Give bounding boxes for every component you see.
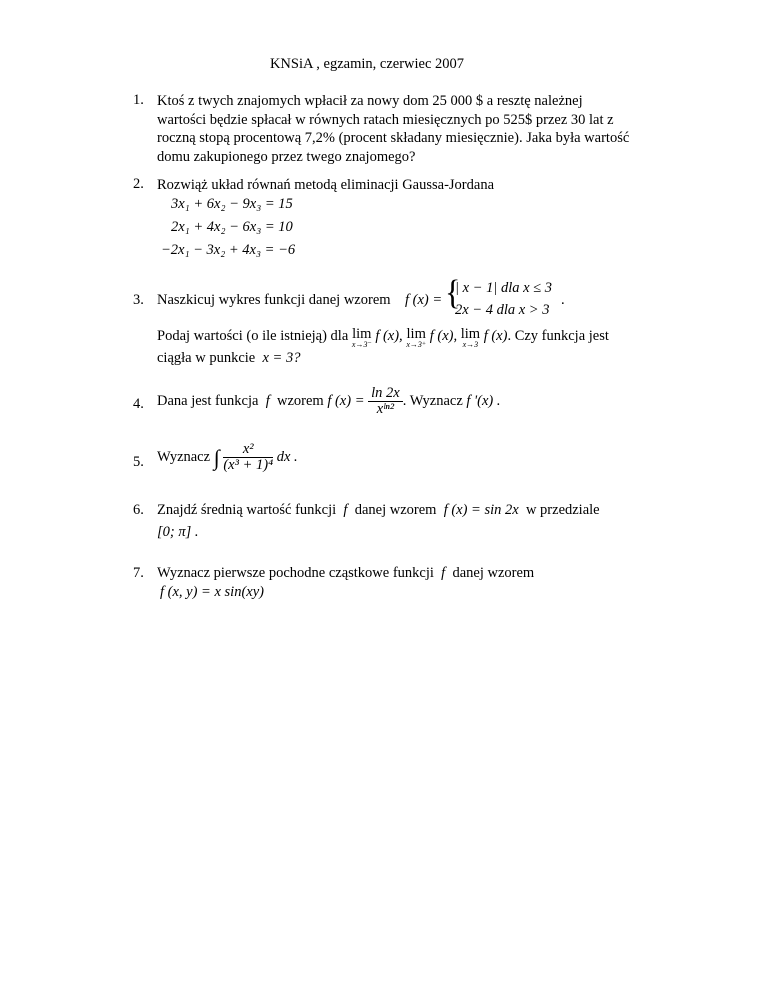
question-text-2: Podaj wartości (o ile istnieją) dla lim x→3⁻ f (x), lim x→3⁺ f (x), lim x→3 f (x). Czy funkcja jest (157, 326, 609, 349)
limit-right: lim x→3⁺ (406, 326, 427, 349)
function-lhs: f (x) = (405, 292, 443, 308)
question-text-3: ciągła w punkcie x = 3? (157, 350, 301, 366)
equation-1: 3x₁ + 6x₂ − 9x₃ = 15 (171, 196, 293, 212)
question-1 (133, 92, 653, 172)
question-text: Znajdź średnią wartość funkcji f danej wzorem f (x) = sin 2x w przedziale (157, 502, 600, 518)
question-text: Ktoś z twych znajomych wpłacił za nowy dom 25 000 $ a resztę należnej wartości będzie spłacał w równych ratach miesięcznych po 525$ przez 30 lat z roczną stopą procentową 7,2% (procent składany miesięcznie). Jaka była wartość domu zakupionego przez twego znajomego? (157, 93, 630, 165)
piecewise-case-2: 2x − 4 dla x > 3 (455, 302, 550, 318)
question-number: 5. (133, 454, 144, 470)
question-6 (133, 502, 653, 546)
question-text: Wyznacz ∫ $\frac{\text{x²}}{\text{(x³ + 1)⁴}}$ dx . (157, 441, 298, 473)
question-2 (133, 176, 653, 266)
question-number: 4. (133, 396, 144, 412)
question-text: Dana jest funkcja f wzorem f (x) = $\frac{\ln 2x}{\text{xˡⁿ²}}$ . Wyznacz f '(x) . (157, 385, 501, 417)
question-number: 2. (133, 176, 144, 192)
limit-left: lim x→3⁻ (351, 326, 372, 349)
equation-3: −2x₁ − 3x₂ + 4x₃ = −6 (161, 242, 296, 258)
question-text: Wyznacz pierwsze pochodne cząstkowe funkcji f danej wzorem (157, 565, 535, 581)
equation-2: 2x₁ + 4x₂ − 6x₃ = 10 (171, 219, 293, 235)
function-formula: f (x, y) = x sin(xy) (160, 584, 264, 600)
question-number: 3. (133, 292, 144, 308)
interval: [0; π] . (157, 524, 199, 540)
question-4 (133, 384, 653, 424)
fraction: $\frac{\text{x²}}{\text{(x³ + 1)⁴}}$ (223, 441, 274, 473)
question-7 (133, 565, 653, 605)
question-text: Naszkicuj wykres funkcji danej wzorem (157, 292, 391, 308)
integral-sign: ∫ (213, 444, 220, 470)
exam-header: KNSiA , egzamin, czerwiec 2007 (269, 56, 465, 72)
question-3: 3. Naszkicuj wykres funkcji danej wzorem f (x) = { | x − 1| dla x ≤ 3 2x − 4 dla x > 3 . Podaj wartości (o ile istnieją) dla lim x→3⁻ f (x), lim x→3⁺ f (x), lim x→3 f (x). Czy funkcja jest ciągła w punkcie x = 3? (133, 272, 609, 366)
limit-two-sided: lim x→3 (460, 326, 481, 349)
fraction: $\frac{\ln 2x}{\text{xˡⁿ²}}$ (368, 386, 403, 417)
piecewise-case-1: | x − 1| dla x ≤ 3 (455, 280, 552, 296)
question-text: Rozwiąż układ równań metodą eliminacji Gaussa-Jordana (157, 177, 495, 193)
left-brace: { (445, 272, 461, 312)
question-number: 6. (133, 502, 144, 518)
question-number: 7. (133, 565, 144, 581)
question-number: 1. (133, 92, 144, 108)
question-5 (133, 440, 653, 484)
